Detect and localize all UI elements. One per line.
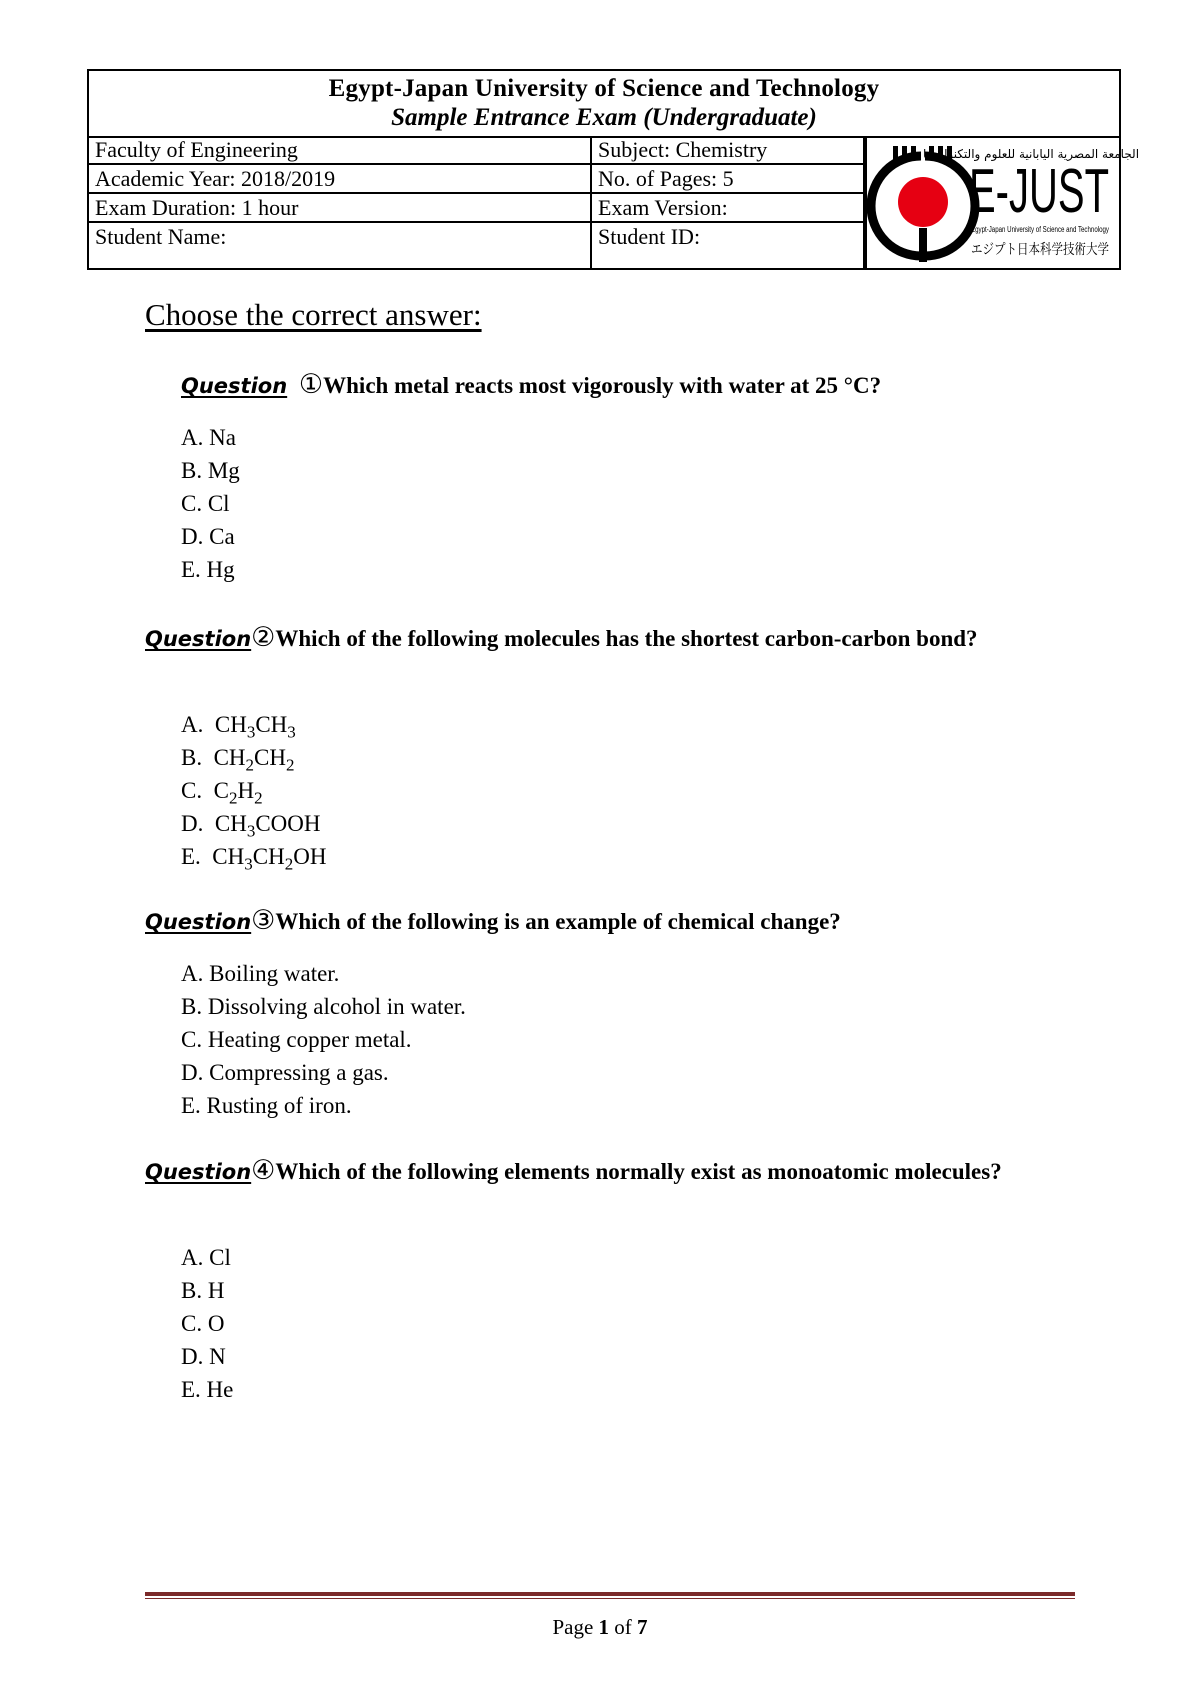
- question-4-options: [181, 1241, 233, 1406]
- student-id-cell: Student ID:: [592, 223, 865, 269]
- question-2: [145, 621, 1005, 656]
- question-label: Question: [145, 1160, 252, 1184]
- exam-header-table: [87, 69, 1140, 270]
- answer-option[interactable]: C. O: [181, 1311, 225, 1336]
- question-label: Question: [145, 910, 252, 934]
- academic-year-cell: Academic Year: 2018/2019: [89, 165, 592, 194]
- question-number: ①: [298, 369, 324, 400]
- faculty-cell: Faculty of Engineering: [89, 136, 592, 165]
- answer-option[interactable]: D. Compressing a gas.: [181, 1060, 389, 1085]
- answer-option[interactable]: A. Cl: [181, 1245, 231, 1270]
- duration-cell: Exam Duration: 1 hour: [89, 194, 592, 223]
- answer-option[interactable]: C. Heating copper metal.: [181, 1027, 412, 1052]
- exam-title: Sample Entrance Exam (Undergraduate): [391, 104, 817, 131]
- answer-option[interactable]: A. Boiling water.: [181, 961, 340, 986]
- answer-option[interactable]: B. H: [181, 1278, 225, 1303]
- question-text: Which metal reacts most vigorously with water at 25 °C?: [323, 373, 882, 398]
- footer-rule-thin: [145, 1598, 1075, 1599]
- answer-option[interactable]: A. $CH_3CH_3$: [181, 712, 296, 742]
- question-label: Question: [145, 627, 252, 651]
- answer-option[interactable]: D. N: [181, 1344, 226, 1369]
- question-text: Which of the following elements normally exist as monoatomic molecules?: [275, 1159, 1002, 1184]
- question-number: ②: [251, 622, 276, 653]
- answer-option[interactable]: E. $CH_3CH_2OH$: [181, 844, 327, 874]
- answer-option[interactable]: B. $CH_2CH_2$: [181, 745, 295, 775]
- page-of: of: [614, 1615, 632, 1639]
- answer-option[interactable]: C. Cl: [181, 491, 230, 516]
- subject-cell: Subject: Chemistry: [592, 136, 865, 165]
- question-number: ④: [251, 1155, 276, 1186]
- ejust-emblem-icon: [871, 146, 975, 262]
- question-number: ③: [251, 905, 276, 936]
- ejust-logo: [881, 144, 1140, 266]
- question-2-options: [181, 708, 326, 873]
- version-cell: Exam Version:: [592, 194, 865, 223]
- pages-cell: No. of Pages: 5: [592, 165, 865, 194]
- answer-option[interactable]: B. Dissolving alcohol in water.: [181, 994, 466, 1019]
- question-3: [145, 904, 1075, 939]
- question-1: [181, 368, 1071, 403]
- question-label: Question: [181, 374, 288, 398]
- question-1-options: [181, 421, 240, 586]
- logo-arabic-text: الجامعة المصرية اليابانية للعلوم والتكنولوجيا: [922, 147, 1140, 161]
- logo-japanese-text: エジプト日本科学技術大学: [971, 242, 1139, 258]
- question-4: [145, 1154, 1065, 1189]
- question-text: Which of the following molecules has the shortest carbon-carbon bond?: [275, 626, 978, 651]
- answer-option[interactable]: D. $CH_3COOH$: [181, 811, 321, 841]
- answer-option[interactable]: E. Rusting of iron.: [181, 1093, 352, 1118]
- answer-option[interactable]: C. $C_2H_2$: [181, 778, 263, 808]
- logo-english-text: Egypt-Japan University of Science and Technology: [971, 225, 1109, 234]
- university-name: Egypt-Japan University of Science and Technology: [328, 75, 880, 102]
- logo-cell: [865, 136, 1140, 270]
- question-text: Which of the following is an example of chemical change?: [275, 909, 841, 934]
- logo-brand-text: E-JUST: [969, 157, 1109, 226]
- question-3-options: [181, 957, 466, 1122]
- answer-option[interactable]: A. Na: [181, 425, 236, 450]
- answer-option[interactable]: E. He: [181, 1377, 234, 1402]
- header-title-block: [89, 71, 1119, 138]
- footer-rule-thick: [145, 1592, 1075, 1596]
- page-total: 7: [637, 1615, 648, 1639]
- answer-option[interactable]: B. Mg: [181, 458, 240, 483]
- student-name-cell: Student Name:: [89, 223, 592, 269]
- instructions-heading: Choose the correct answer:: [145, 297, 482, 332]
- answer-option[interactable]: D. Ca: [181, 524, 235, 549]
- page-current: 1: [598, 1615, 610, 1639]
- page-label: Page: [552, 1615, 594, 1639]
- answer-option[interactable]: E. Hg: [181, 557, 235, 582]
- page-number: [0, 1615, 1200, 1640]
